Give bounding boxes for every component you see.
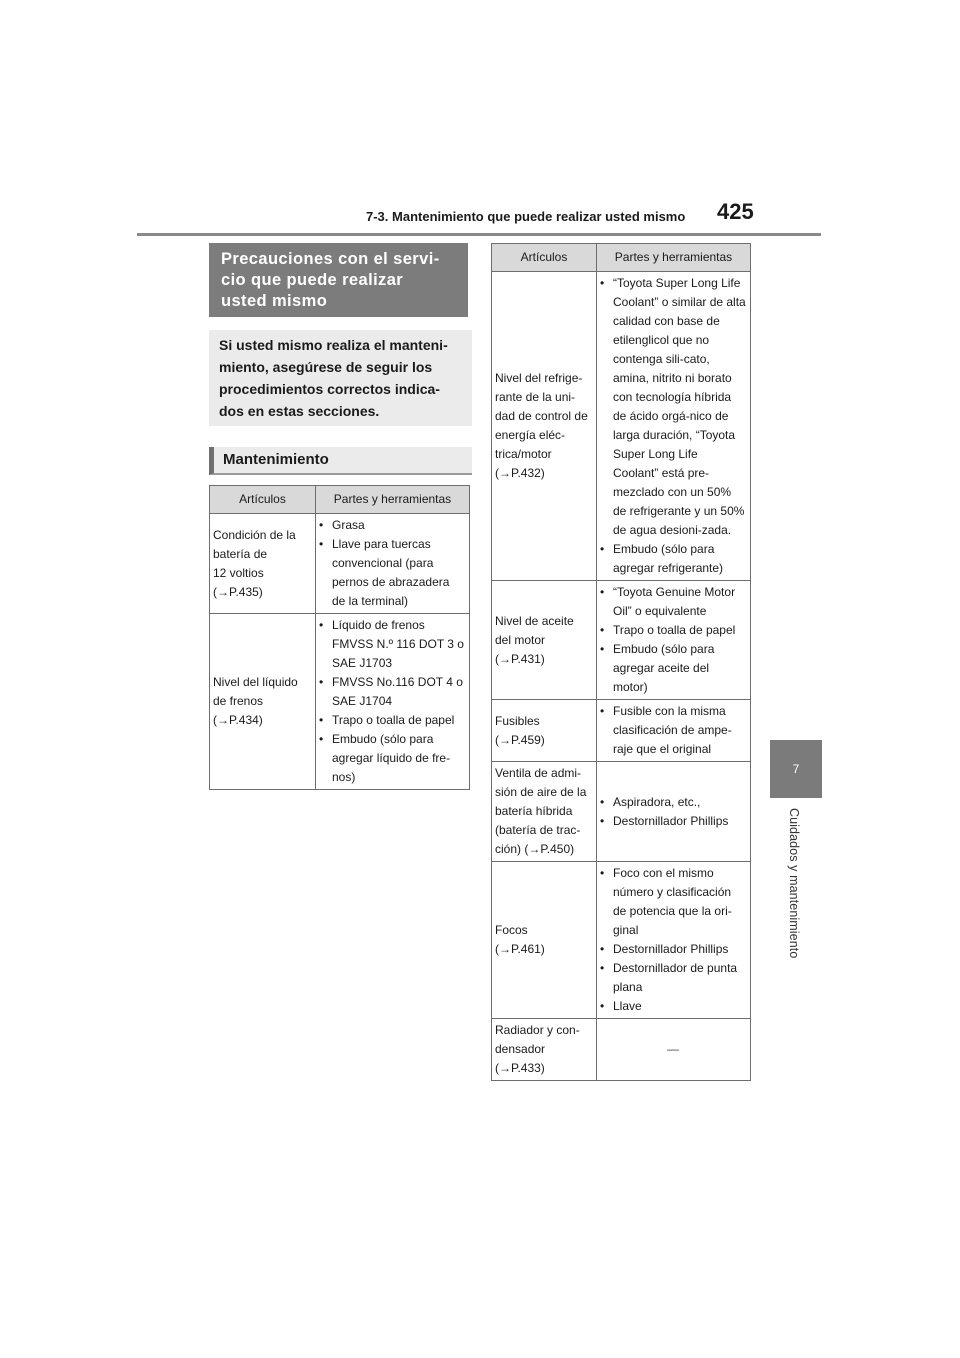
- item-line: (→P.433): [495, 1061, 545, 1075]
- item-line: energía eléc-: [495, 428, 566, 442]
- table-row: [492, 272, 751, 581]
- item-line: (→P.461): [495, 942, 545, 956]
- item-cell: [492, 862, 597, 1019]
- parts-list-item: • Llave: [600, 997, 746, 1016]
- item-line: Ventila de admi-: [495, 766, 582, 780]
- item-line: (→P.435): [213, 584, 263, 599]
- parts-cell: [597, 700, 751, 762]
- item-line: Radiador y con-: [495, 1023, 580, 1037]
- intro-line: Si usted mismo realiza el manteni-: [219, 337, 448, 353]
- item-line: (→P.431): [495, 651, 545, 666]
- parts-list-item: • Fusible con la misma clasificación de ampe-raje que el original: [600, 702, 746, 759]
- item-line: del motor: [495, 632, 546, 647]
- maintenance-table-right: [491, 243, 751, 1081]
- table-row: [492, 762, 751, 862]
- parts-cell: [597, 862, 751, 1019]
- item-line: Nivel del líquido: [213, 675, 298, 689]
- item-line: dad de control de: [495, 409, 588, 423]
- parts-cell: [316, 614, 470, 790]
- parts-list: [319, 516, 465, 611]
- item-line: Focos: [495, 923, 528, 937]
- item-cell: [210, 614, 316, 790]
- parts-list-item: • FMVSS No.116 DOT 4 o SAE J1704: [319, 673, 465, 711]
- section-title-line: Precauciones con el servi-: [221, 250, 440, 268]
- empty-dash: —: [667, 1042, 679, 1056]
- parts-list-item: • Embudo (sólo para agregar aceite del motor): [600, 640, 746, 697]
- parts-list: [600, 274, 746, 578]
- item-cell: [492, 272, 597, 581]
- item-line: sión de aire de la: [495, 785, 587, 799]
- header-rule: [137, 233, 821, 236]
- intro-line: dos en estas secciones.: [219, 403, 380, 419]
- column-header-items: Artículos: [492, 244, 597, 272]
- parts-list-item: • Embudo (sólo para agregar refrigerante): [600, 540, 746, 578]
- parts-list-item: • Grasa: [319, 516, 465, 535]
- table-header-row: [492, 244, 751, 272]
- column-header-parts: Partes y herramientas: [597, 244, 751, 272]
- parts-list-item: • Destornillador Phillips: [600, 812, 746, 831]
- item-line: rante de la uni-: [495, 390, 576, 404]
- table-row: [492, 581, 751, 700]
- item-line: 12 voltios: [213, 565, 264, 580]
- table-row: [492, 862, 751, 1019]
- item-cell: [492, 762, 597, 862]
- item-line: densador: [495, 1042, 546, 1056]
- section-title-line: cio que puede realizar: [221, 271, 404, 289]
- item-line: Condición de la: [213, 527, 296, 542]
- table-header-row: [210, 486, 470, 514]
- parts-list: [600, 793, 746, 831]
- section-title-banner: [209, 243, 468, 317]
- item-line: Nivel del refrige-: [495, 371, 583, 385]
- right-rows: [492, 272, 751, 1081]
- table-row: [210, 514, 470, 614]
- item-cell: [492, 1019, 597, 1081]
- table-row: [492, 700, 751, 762]
- parts-list-item: • Destornillador Phillips: [600, 940, 746, 959]
- item-line: (→P.432): [495, 466, 545, 480]
- parts-cell: [316, 514, 470, 614]
- parts-cell: [597, 581, 751, 700]
- parts-cell: [597, 272, 751, 581]
- item-line: (batería de trac-: [495, 823, 581, 837]
- item-cell: [492, 700, 597, 762]
- item-line: batería híbrida: [495, 804, 573, 818]
- parts-list-item: • “Toyota Super Long Life Coolant” o similar de alta calidad con base de etilenglicol que no contenga sili-cato, amina, nitrito ni borato con tecnología híbrida de ácido orgá-nico de larga duración, “Toyota Super Long Life Coolant” está pre-mezclado con un 50% de refrigerante y un 50% de agua desioni-zada.: [600, 274, 746, 540]
- parts-list: [600, 864, 746, 1016]
- table-row: [492, 1019, 751, 1081]
- chapter-label: Cuidados y mantenimiento: [787, 808, 801, 959]
- parts-list-item: • Embudo (sólo para agregar líquido de fre-nos): [319, 730, 465, 787]
- parts-list-item: • “Toyota Genuine Motor Oil” o equivalente: [600, 583, 746, 621]
- item-line: (→P.459): [495, 732, 545, 747]
- item-line: ción) (→P.450): [495, 842, 575, 856]
- page-number: 425: [717, 199, 754, 224]
- chapter-tab[interactable]: [770, 740, 822, 798]
- maintenance-table-left: [209, 485, 470, 790]
- item-cell: [210, 514, 316, 614]
- intro-line: procedimientos correctos indica-: [219, 381, 440, 397]
- parts-list-item: • Líquido de frenos FMVSS N.º 116 DOT 3 o SAE J1703: [319, 616, 465, 673]
- parts-list-item: • Destornillador de punta plana: [600, 959, 746, 997]
- maintenance-subheading: Mantenimiento: [209, 447, 472, 475]
- parts-cell: [597, 1019, 751, 1081]
- parts-list: [319, 616, 465, 787]
- item-line: batería de: [213, 546, 268, 561]
- item-line: Nivel de aceite: [495, 613, 574, 628]
- parts-cell: [597, 762, 751, 862]
- parts-list: [600, 583, 746, 697]
- item-cell: [492, 581, 597, 700]
- left-rows: [210, 514, 470, 790]
- column-header-parts: Partes y herramientas: [316, 486, 470, 514]
- parts-list-item: • Llave para tuercas convencional (para pernos de abrazadera de la terminal): [319, 535, 465, 611]
- item-line: (→P.434): [213, 713, 263, 727]
- section-title-line: usted mismo: [221, 292, 328, 310]
- table-row: [210, 614, 470, 790]
- intro-box: [209, 330, 472, 426]
- parts-list: [600, 702, 746, 759]
- chapter-number: 7: [792, 762, 800, 776]
- intro-line: miento, asegúrese de seguir los: [219, 359, 433, 375]
- column-header-items: Artículos: [210, 486, 316, 514]
- running-header-title: 7-3. Mantenimiento que puede realizar usted mismo: [366, 209, 686, 224]
- item-line: de frenos: [213, 694, 264, 708]
- item-line: trica/motor: [495, 447, 552, 461]
- parts-list-item: • Aspiradora, etc.,: [600, 793, 746, 812]
- parts-list-item: • Foco con el mismo número y clasificación de potencia que la ori-ginal: [600, 864, 746, 940]
- parts-list-item: • Trapo o toalla de papel: [319, 711, 465, 730]
- parts-list-item: • Trapo o toalla de papel: [600, 621, 746, 640]
- item-line: Fusibles: [495, 713, 540, 728]
